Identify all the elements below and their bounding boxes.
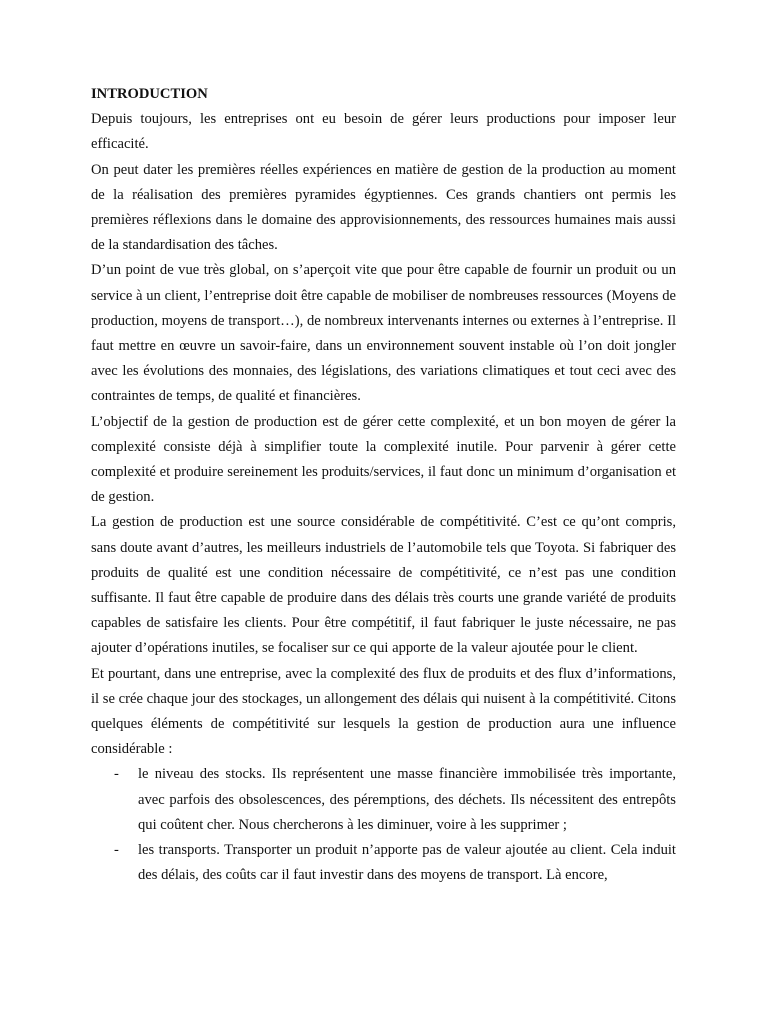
- paragraph: La gestion de production est une source considérable de compétitivité. C’est ce qu’ont compris, sans doute avant d’autres, les meilleurs industriels de l’automobile tels que Toyota. Si fabriquer des produits de qualité est une condition nécessaire de compétitivité, ce n’est pas une condition suffisante. Il faut être capable de produire dans des délais très courts une grande variété de produits capables de satisfaire les clients. Pour être compétitif, il faut fabriquer le juste nécessaire, ne pas ajouter d’opérations inutiles, se focaliser sur ce qui apporte de la valeur ajoutée pour le client.: [91, 514, 676, 657]
- paragraph: On peut dater les premières réelles expériences en matière de gestion de la production au moment de la réalisation des premières pyramides égyptiennes. Ces grands chantiers ont permis les premières réflexions dans le domaine des approvisionnements, des ressources humaines mais aussi de la standardisation des tâches.: [91, 161, 676, 254]
- document-page: [91, 82, 676, 889]
- list-item-text: les transports. Transporter un produit n’apporte pas de valeur ajoutée au client. Cela induit des délais, des coûts car il faut investir dans des moyens de transport. Là encore,: [138, 842, 676, 884]
- bullet-marker: -: [114, 766, 119, 783]
- list-item-text: le niveau des stocks. Ils représentent une masse financière immobilisée très importante, avec parfois des obsolescences, des péremptions, des déchets. Ils nécessitent des entrepôts qui coûtent cher. Nous chercherons à les diminuer, voire à les supprimer ;: [138, 766, 676, 833]
- paragraph: Depuis toujours, les entreprises ont eu besoin de gérer leurs productions pour imposer leur efficacité.: [91, 111, 676, 153]
- paragraph: D’un point de vue très global, on s’aperçoit vite que pour être capable de fournir un produit ou un service à un client, l’entreprise doit être capable de mobiliser de nombreuses ressources (Moyens de production, moyens de transport…), de nombreux intervenants internes ou externes à l’entreprise. Il faut mettre en œuvre un savoir-faire, dans un environnement souvent instable où l’on doit jongler avec les évolutions des monnaies, des législations, des variations climatiques et tout ceci avec des contraintes de temps, de qualité et financières.: [91, 262, 676, 405]
- paragraph: Et pourtant, dans une entreprise, avec la complexité des flux de produits et des flux d’informations, il se crée chaque jour des stockages, un allongement des délais qui nuisent à la compétitivité. Citons quelques éléments de compétitivité sur lesquels la gestion de production aura une influence considérable :: [91, 665, 676, 758]
- bullet-marker: -: [114, 842, 119, 859]
- section-heading: INTRODUCTION: [91, 86, 208, 102]
- bullet-list: [91, 762, 676, 888]
- paragraph: L’objectif de la gestion de production est de gérer cette complexité, et un bon moyen de gérer la complexité consiste déjà à simplifier toute la complexité inutile. Pour parvenir à gérer cette complexité et produire sereinement les produits/services, il faut donc un minimum d’organisation et de gestion.: [91, 413, 676, 506]
- list-item: [91, 762, 676, 838]
- list-item: [91, 838, 676, 888]
